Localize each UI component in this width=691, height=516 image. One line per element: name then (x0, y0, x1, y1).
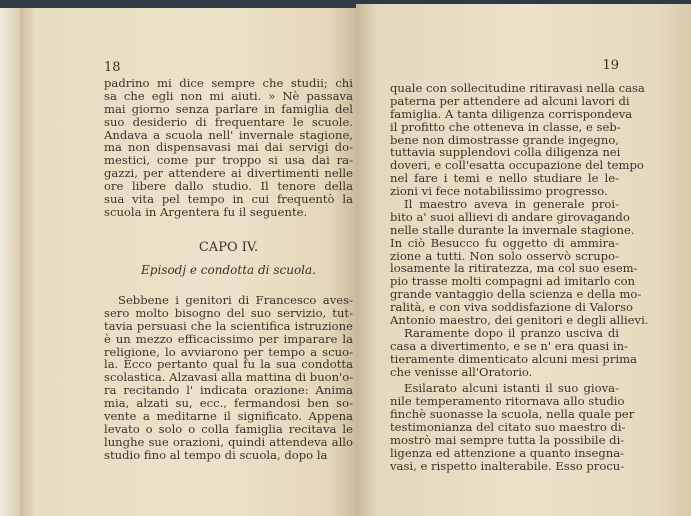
text-line: sero molto bisogno del suo servizio, tut- (104, 305, 353, 320)
text-line: ralità, e con viva soddisfazione di Valorso (390, 300, 634, 315)
text-line: nile temperamento ritornava allo studio (390, 394, 625, 409)
text-line: lunghe sue orazioni, quindi attendeva allo (104, 434, 353, 449)
text-line: mai giorno senza parlare in famiglia del (104, 101, 353, 116)
text-line: sua vita pel tempo in cui frequentò la (104, 192, 353, 207)
paragraph (104, 77, 353, 219)
right-page (356, 4, 691, 516)
text-line: religione, lo avviarono per tempo a scuo- (104, 344, 353, 359)
text-line: ligenza ed attenzione a quanto insegna- (390, 445, 625, 460)
text-line: tieramente dimenticato alcuni mesi prima (390, 351, 637, 366)
text-line: suo desiderio di frequentare le scuole. (104, 114, 353, 129)
text-line: casa a divertimento, e se n' era quasi in- (390, 338, 628, 353)
paragraph (390, 325, 637, 379)
text-line: vente a meditarne il significato. Appena (104, 409, 353, 424)
text-line: finchè suonasse la scuola, nella quale per (390, 407, 635, 422)
text-line: grande vantaggio della scienza e della mo- (390, 287, 642, 302)
text-line: gazzi, per attendere ai divertimenti nelle (104, 166, 353, 181)
text-line: studio fino al tempo di scuola, dopo la (104, 447, 328, 462)
text-line: il profitto che otteneva in classe, e seb- (390, 119, 621, 134)
text-line: Sebbene i genitori di Francesco aves- (118, 293, 353, 307)
text-line: tavia persuasi che la scientifica istruzione (104, 318, 353, 333)
text-line: quale con sollecitudine ritiravasi nella casa (390, 81, 645, 95)
text-line: mostrò mai sempre tutta la possibile di- (390, 433, 625, 448)
text-line: testimonianza del citato suo maestro di- (390, 420, 626, 435)
text-line: scuola in Argentera fu il seguente. (104, 204, 308, 219)
text-line: bito a' suoi allievi di andare girovagando (390, 209, 630, 224)
text-line: Antonio maestro, dei genitori e degli allievi. (390, 313, 649, 328)
text-line: In ciò Besucco fu oggetto di ammira- (390, 235, 619, 250)
paragraph (390, 197, 649, 328)
text-line: levato o solo o colla famiglia recitava le (104, 421, 353, 436)
text-line: mia, alzati su, ecc., fermandosi ben so- (104, 396, 353, 411)
chapter-title: Episodj e condotta di scuola. (141, 263, 316, 277)
text-line: doveri, e coll'esatta occupazione del tempo (390, 158, 644, 173)
text-line: vasi, e rispetto inalterabile. Esso procu- (390, 458, 625, 473)
text-line: famiglia. A tanta diligenza corrispondeva (390, 106, 633, 121)
text-line: sa che egli non mi aiuti. » Nè passava (104, 88, 353, 103)
text-line: mestici, come pur troppo si usa dai ra- (104, 153, 353, 168)
text-line: ra recitando l' indicata orazione: Anima (104, 383, 353, 398)
page-number: 18 (104, 60, 121, 75)
text-line: zioni vi fece notabilissimo progresso. (390, 184, 608, 199)
text-line: paterna per attendere ad alcuni lavori di (390, 93, 630, 108)
text-line: pio trasse molti compagni ad imitarlo con (390, 274, 636, 289)
chapter-heading: CAPO IV. (198, 240, 259, 255)
text-line: padrino mi dice sempre che studii; chi (104, 76, 353, 90)
text-line: zione a tutti. Non solo osservò scrupo- (390, 248, 619, 263)
paragraph (104, 294, 353, 462)
text-line: Andava a scuola nell' invernale stagione, (104, 127, 353, 142)
text-line: nel fare i temi e nello studiare le le- (390, 171, 619, 186)
text-line: che venisse all'Oratorio. (390, 364, 533, 379)
text-line: Esilarato alcuni istanti il suo giova- (404, 381, 619, 396)
text-line: nelle stalle durante la invernale stagione. (390, 222, 635, 237)
paragraph (390, 381, 635, 473)
text-line: la. Ecco pertanto qual fu la sua condotta (104, 357, 353, 372)
text-line: è un mezzo efficacissimo per imparare la (104, 331, 353, 346)
text-line: ma non dispensavasi mai dai servigi do- (104, 140, 353, 155)
page-number: 19 (602, 58, 619, 73)
text-line: tuttavia supplendovi colla diligenza nei (390, 145, 621, 160)
paragraph (390, 81, 645, 199)
left-page (22, 8, 358, 516)
text-line: ore libere dallo studio. Il tenore della (104, 179, 353, 194)
text-line: scolastica. Alzavasi alla mattina di buon'o- (104, 370, 354, 385)
text-line: Il maestro aveva in generale proi- (404, 197, 619, 212)
page-edges (0, 8, 24, 516)
page-text (390, 81, 649, 473)
text-line: Raramente dopo il pranzo usciva di (404, 325, 619, 340)
text-line: bene non dimostrasse grande ingegno, (390, 132, 619, 147)
text-line: losamente la ritiratezza, ma col suo esem- (390, 261, 638, 276)
